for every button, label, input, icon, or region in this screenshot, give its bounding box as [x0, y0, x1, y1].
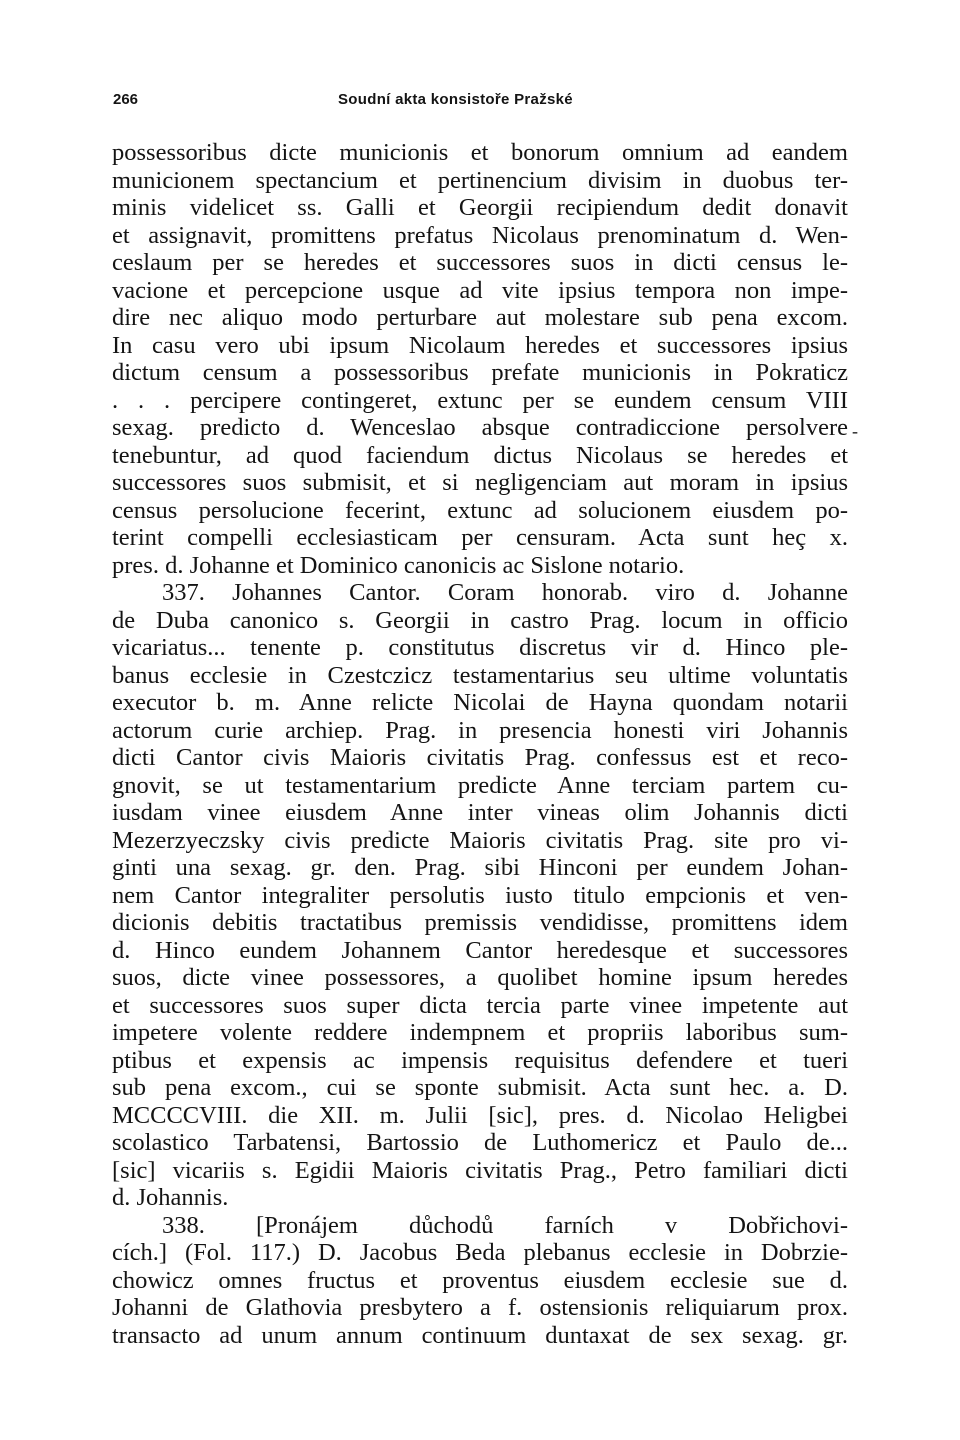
text-line: suos, dicte vinee possessores, a quolibet homine ipsum heredes [112, 964, 848, 991]
text-line: transacto ad unum annum continuum duntaxat de sex sexag. gr. [112, 1321, 848, 1349]
text-line: ptibus et expensis ac impensis requisitus defendere et tueri [112, 1046, 848, 1074]
text-line: In casu vero ubi ipsum Nicolaum heredes et successores ipsius [112, 331, 848, 359]
margin-mark: - [852, 421, 858, 441]
text-line: chowicz omnes fructus et proventus eiusdem ecclesie sue d. [112, 1266, 848, 1294]
text-line: Mezerzyeczsky civis predicte Maioris civitatis Prag. site pro vi- [112, 826, 848, 854]
text-line: de Duba canonico s. Georgii in castro Prag. locum in officio [112, 606, 848, 634]
page-number: 266 [113, 91, 139, 108]
body-text [112, 139, 848, 1349]
text-line: iusdam vinee eiusdem Anne inter vineas olim Johannis dicti [112, 799, 848, 826]
text-line: executor b. m. Anne relicte Nicolai de Hayna quondam notarii [112, 689, 848, 716]
text-line: gnovit, se ut testamentarium predicte Anne terciam partem cu- [112, 771, 848, 799]
text-line: vacione et percepcione usque ad vite ipsius tempora non impe- [112, 276, 848, 304]
text-line: . . . percipere contingeret, extunc per se eundem censum VIII [112, 386, 848, 414]
text-line: sexag. predicto d. Wenceslao absque contradiccione persolvere [112, 414, 848, 441]
text-line: scolastico Tarbatensi, Bartossio de Luthomericz et Paulo de... [112, 1129, 848, 1156]
text-line: Johanni de Glathovia presbytero a f. ostensionis reliquiarum prox. [112, 1294, 848, 1321]
text-line: actorum curie archiep. Prag. in presencia honesti viri Johannis [112, 716, 848, 744]
text-line: d. Hinco eundem Johannem Cantor heredesque et successores [112, 936, 848, 964]
running-head [113, 88, 848, 112]
text-line: banus ecclesie in Czestczicz testamentarius seu ultime voluntatis [112, 661, 848, 689]
text-line: et assignavit, promittens prefatus Nicolaus prenominatum d. Wen- [112, 221, 848, 249]
text-line: ceslaum per se heredes et successores suos in dicti census le- [112, 249, 848, 276]
text-line: dicionis debitis tractatibus premissis vendidisse, promittens idem [112, 909, 848, 936]
text-line: ginti una sexag. gr. den. Prag. sibi Hinconi per eundem Johan- [112, 854, 848, 881]
text-line: dicti Cantor civis Maioris civitatis Prag. confessus est et reco- [112, 744, 848, 771]
text-line: impetere volente reddere indempnem et propriis laboribus sum- [112, 1019, 848, 1046]
running-title: Soudní akta konsistoře Pražské [338, 91, 573, 108]
text-line: pres. d. Johanne et Dominico canonicis ac Sislone notario. [112, 551, 685, 579]
text-line: et successores suos super dicta tercia parte vinee impetente aut [112, 991, 848, 1019]
text-line: municionem spectancium et pertinencium divisim in duobus ter- [112, 166, 848, 194]
text-line: MCCCCVIII. die XII. m. Julii [sic], pres. d. Nicolao Heligbei [112, 1101, 848, 1129]
text-line: nem Cantor integraliter persolutis iusto titulo empcionis et ven- [112, 881, 848, 909]
text-line: census persolucione fecerint, extunc ad solucionem eiusdem po- [112, 496, 848, 524]
text-line: terint compelli ecclesiasticam per censuram. Acta sunt heç x. [112, 524, 848, 551]
text-line: sub pena excom., cui se sponte submisit. Acta sunt hec. a. D. [112, 1074, 848, 1101]
text-line: tenebuntur, ad quod faciendum dictus Nicolaus se heredes et [112, 441, 848, 469]
text-line: d. Johannis. [112, 1184, 229, 1211]
text-line: cích.] (Fol. 117.) D. Jacobus Beda plebanus ecclesie in Dobrzie- [112, 1239, 848, 1266]
text-line: successores suos submisit, et si negligenciam aut moram in ipsius [112, 469, 848, 496]
text-line: dictum censum a possessoribus prefate municionis in Pokraticz [112, 359, 848, 386]
text-line: possessoribus dicte municionis et bonorum omnium ad eandem [112, 139, 848, 166]
text-line: [sic] vicariis s. Egidii Maioris civitatis Prag., Petro familiari dicti [112, 1156, 848, 1184]
text-line: dire nec aliquo modo perturbare aut molestare sub pena excom. [112, 304, 848, 331]
text-line: 337. Johannes Cantor. Coram honorab. viro d. Johanne [162, 579, 848, 606]
text-line: 338. [Pronájem důchodů farních v Dobřichovi- [162, 1211, 848, 1239]
text-line: minis videlicet ss. Galli et Georgii recipiendum dedit donavit [112, 194, 848, 221]
text-line: vicariatus... tenente p. constitutus discretus vir d. Hinco ple- [112, 634, 848, 661]
